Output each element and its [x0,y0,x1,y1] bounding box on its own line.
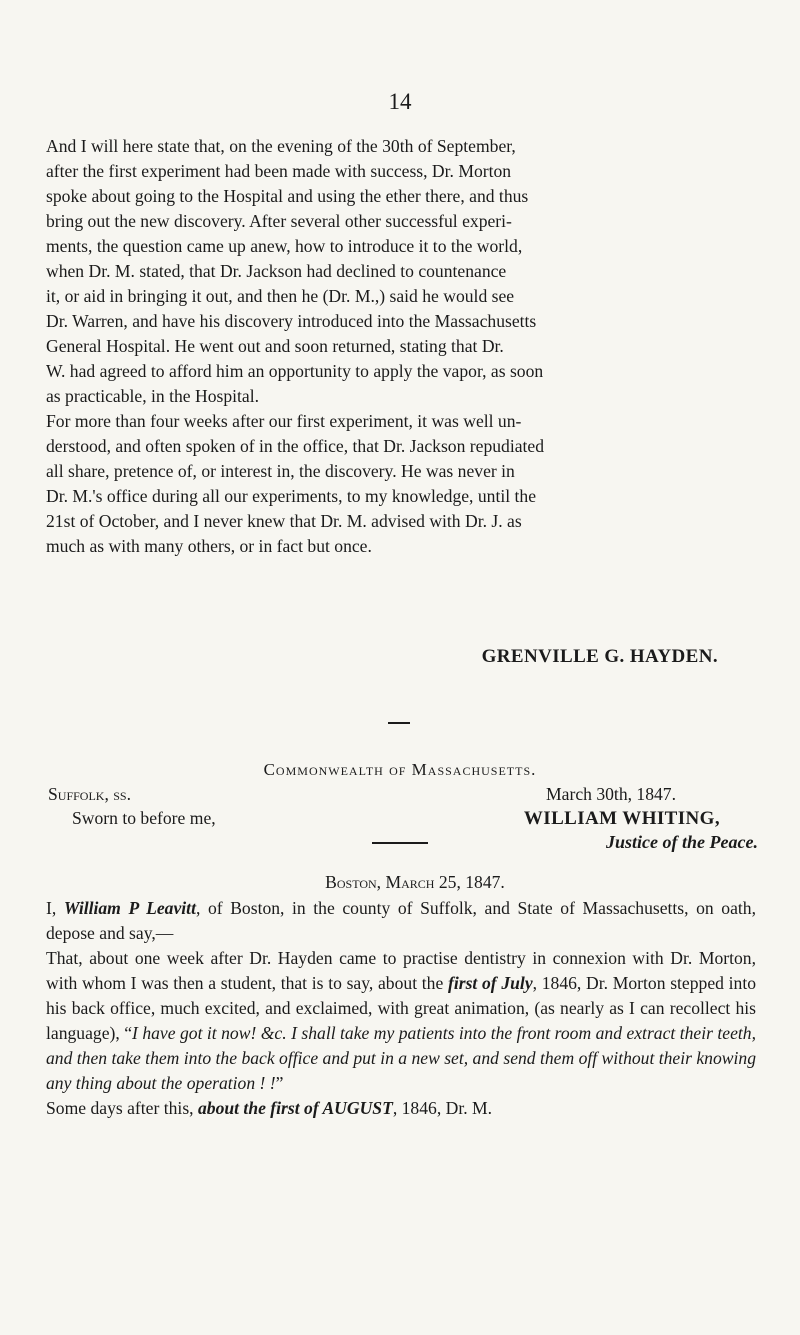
text-line: after the first experiment had been made with success, Dr. Morton [46,161,512,181]
jurat-row [48,808,758,832]
jurat-block [48,784,758,856]
emphasis-date: about the first of AUGUST [197,1098,393,1118]
official-name: WILLIAM WHITING, [523,808,720,829]
text-line: derstood, and often spoken of in the office, that Dr. Jackson repudiated [46,436,545,456]
text-line: Dr. Warren, and have his discovery introduced into the Massachusetts [46,311,537,331]
hayden-paragraph-1 [46,134,756,409]
county: Suffolk, ss. [48,784,132,804]
text-line: General Hospital. He went out and soon returned, stating that Dr. [46,336,504,356]
text-line: when Dr. M. stated, that Dr. Jackson had declined to countenance [46,261,507,281]
hayden-paragraph-2 [46,409,756,559]
text-line: Dr. M.'s office during all our experiments, to my knowledge, until the [46,486,537,506]
official-title: Justice of the Peace. [606,832,758,852]
text-line: 21st of October, and I never knew that Dr. M. advised with Dr. J. as [46,511,522,531]
text-line: bring out the new discovery. After several other successful experi- [46,211,512,231]
text-run: Some days after this, [46,1098,198,1118]
text-line: much as with many others, or in fact but once. [46,536,372,556]
jurat-row [48,784,758,808]
text-line: all share, pretence of, or interest in, the discovery. He was never in [46,461,515,481]
text-run: , 1846, Dr. Morton stepped into his back office, much excited, and exclaimed, with great animation, (as nearly as I can recollect his language), “ [46,973,756,1043]
hayden-signature: GRENVILLE G. HAYDEN. [481,646,718,667]
emphasis-date: first of July [447,973,533,993]
text-run: That, about one week after Dr. Hayden came to practise dentistry in connexion with Dr. Morton, with whom I was then a student, that is to say, about the [46,948,756,993]
text-line: For more than four weeks after our first experiment, it was well un- [46,411,522,431]
text-run: ” [275,1073,284,1093]
page-number: 14 [388,89,412,114]
text-line: spoke about going to the Hospital and using the ether there, and thus [46,186,529,206]
text-run: I, [46,898,64,918]
leavitt-paragraph-2 [46,946,756,1096]
hayden-statement [46,134,756,559]
text-line: it, or aid in bringing it out, and then he (Dr. M.,) said he would see [46,286,515,306]
text-run: , 1846, Dr. M. [392,1098,493,1118]
leavitt-paragraph-3 [46,1096,756,1121]
text-line: ments, the question came up anew, how to introduce it to the world, [46,236,523,256]
leavitt-dateline: Boston, March 25, 1847. [325,872,505,892]
sworn-text: Sworn to before me, [72,808,216,828]
leavitt-statement [46,896,756,1121]
section-divider [372,842,428,844]
quoted-exclamation: I have got it now! &c. I shall take my patients into the front room and extract their teeth, and then take them into the back office and put in a new set, and send them off without their knowing any thing about the operation ! ! [46,1023,756,1093]
jurat-date: March 30th, 1847. [546,784,676,804]
text-line: And I will here state that, on the evening of the 30th of September, [46,136,516,156]
commonwealth-heading: Commonwealth of Massachusetts. [263,760,537,779]
text-run: , of Boston, in the county of Suffolk, and State of Massachusetts, on oath, depose and say,— [46,898,756,943]
section-divider [388,722,410,724]
leavitt-paragraph-1 [46,896,756,946]
deponent-name: William P Leavitt [63,898,196,918]
text-line: as practicable, in the Hospital. [46,386,260,406]
text-line: W. had agreed to afford him an opportunity to apply the vapor, as soon [46,361,544,381]
jurat-row [48,832,758,856]
